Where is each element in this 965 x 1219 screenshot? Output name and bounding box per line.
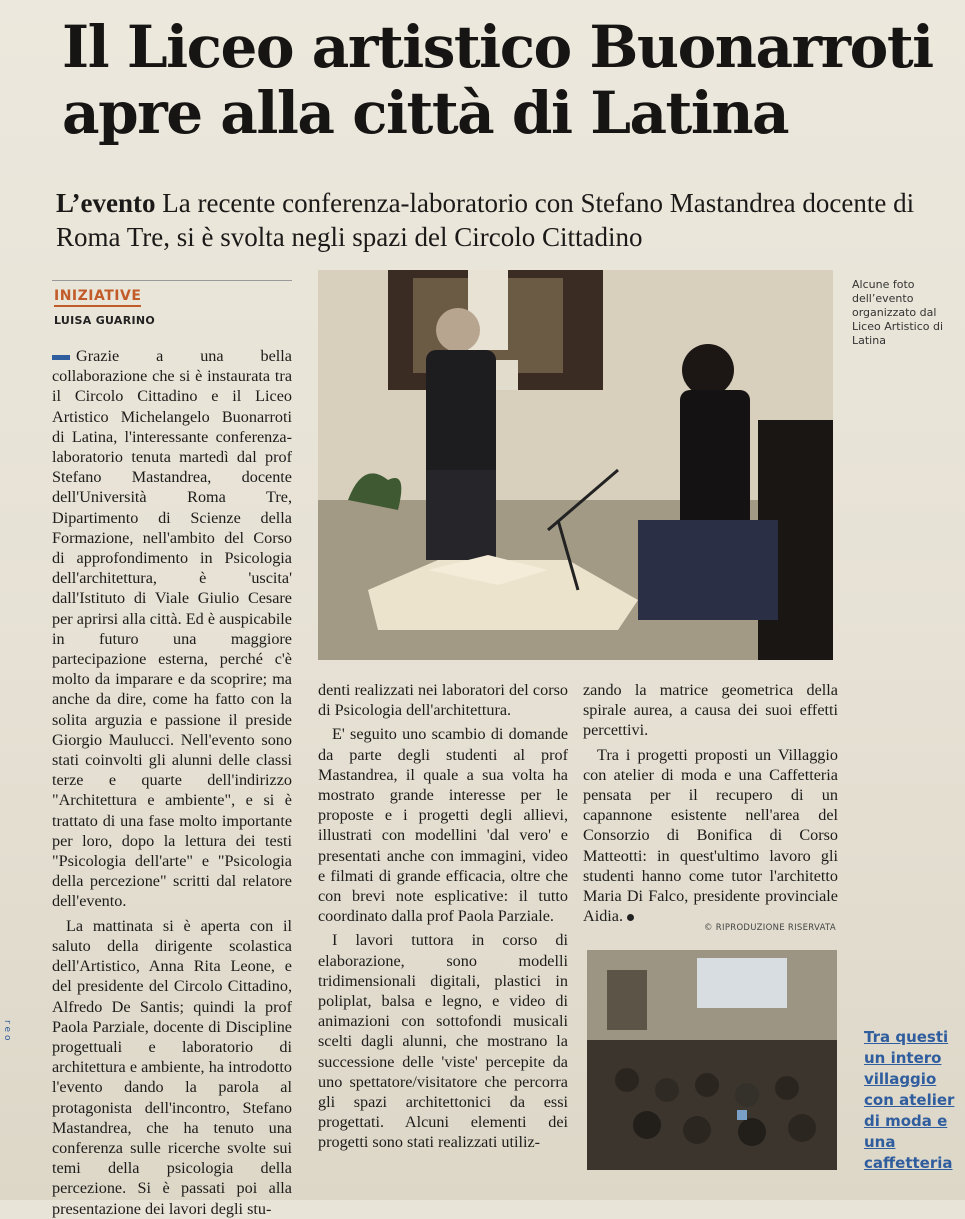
paragraph: denti realizzati nei laboratori del corso di Psicologia dell'architettura. [318, 681, 568, 720]
adjacent-page-fragment: r e o [2, 1020, 12, 1041]
lead-marker-icon [52, 355, 70, 360]
article-column-1 [52, 346, 292, 1218]
pull-quote [864, 1027, 964, 1174]
section-rule [52, 280, 292, 281]
photo-caption: Alcune foto dell’evento organizzato dal Liceo Artistico di Latina [852, 278, 944, 347]
event-photo-illustration [318, 270, 833, 660]
paragraph-text: Grazie a una bella collaborazione che si è instaurata tra il Circolo Cittadino e il Liceo Artistico Michelangelo Buonarroti di Latina, l'interessante conferenza-laboratorio tenuta martedì dal prof Stefano Mastandrea, docente dell'Università Roma Tre, Dipartimento di Scienze della Formazione, nell'ambito del Corso di approfondimento in Psicologia dell'architettura, è 'uscita' dall'Istituto di Viale Giulio Cesare per aprirsi alla città. Ed è auspicabile in futuro una maggiore partecipazione esterna, perché c'è molto da imparare e da scoprire; ma anche da dire, come ha fatto con la solita arguzia e passione il preside Giorgio Maulucci. Nell'evento sono stati coinvolti gli alunni delle classi terze e quarte dell'indirizzo "Architettura e ambiente", e si è trattato di una fase molto importante per loro, dopo la lettura dei testi "Psicologia dell'arte" e "Psicologia della percezione" scritti dal relatore dell'evento. [52, 347, 292, 911]
article-column-3 [583, 680, 838, 926]
paragraph: I lavori tuttora in corso di elaborazione, sono modelli tridimensionali digitali, plastici in poliplat, balsa e legno, e video di animazioni con sottofondi musicali scelti dagli alunni, che mostrano la successione delle 'viste' percepite da uno spettatore/visitatore che percorra gli spazi architettonici da essi progettati. Alcuni elementi dei progetti sono stati realizzati utiliz- [318, 931, 568, 1152]
article-column-2 [318, 680, 568, 1175]
paragraph-text: Tra i progetti proposti un Villaggio con atelier di moda e una Caffetteria pensata per il recupero di un capannone esistente nell'area del Consorzio di Bonifica di Corso Matteotti: in quest'ultimo lavoro gli studenti hanno come tutor l'architetto Maria Di Falco, presidente provinciale Aidia. [583, 745, 838, 926]
subheadline [56, 186, 956, 254]
paragraph: La mattinata si è aperta con il saluto della dirigente scolastica dell'Artistico, Anna Rita Leone, e del presidente del Circolo Cittadino, Alfredo De Santis; quindi la prof Paola Parziale, docente di Discipline progettuali e laboratorio di architettura e ambiente, ha introdotto l'evento dando la parola al protagonista dell'incontro, Stefano Mastandrea, che ha tenuto una conferenza sulle ricerche svolte sui temi della psicologia della percezione. Si è passati poi alla presentazione dei lavori degli stu- [52, 916, 292, 1218]
paragraph: E' seguito uno scambio di domande da parte degli studenti al prof Mastandrea, il quale a sua volta ha mostrato grande interesse per le proposte e i progetti degli allievi, illustrati con modellini 'dal vero' e presentati anche con immagini, video e filmati di grande efficacia, oltre che con brevi note esplicative: il tutto coordinato dalla prof Paola Parziale. [318, 725, 568, 926]
subhead-kicker: L’evento [56, 188, 156, 218]
audience-photo-illustration [587, 950, 837, 1170]
section-tag: INIZIATIVE [54, 288, 141, 307]
headline: Il Liceo artistico Buonarroti apre alla città di Latina [62, 13, 933, 147]
subhead-text: La recente conferenza-laboratorio con Stefano Mastandrea docente di Roma Tre, si è svolta negli spazi del Circolo Cittadino [56, 188, 915, 252]
pull-quote-text: Tra questi un intero villaggio con atelier di moda e una caffetteria [864, 1028, 955, 1172]
end-mark-icon [627, 914, 634, 921]
paragraph [52, 346, 292, 912]
event-photo-main [318, 270, 833, 660]
paragraph: zando la matrice geometrica della spirale aurea, a causa dei suoi effetti percettivi. [583, 681, 838, 740]
event-photo-audience [587, 950, 837, 1170]
paragraph [583, 745, 838, 927]
byline: LUISA GUARINO [54, 314, 156, 327]
copyright-notice: © RIPRODUZIONE RISERVATA [704, 923, 836, 933]
